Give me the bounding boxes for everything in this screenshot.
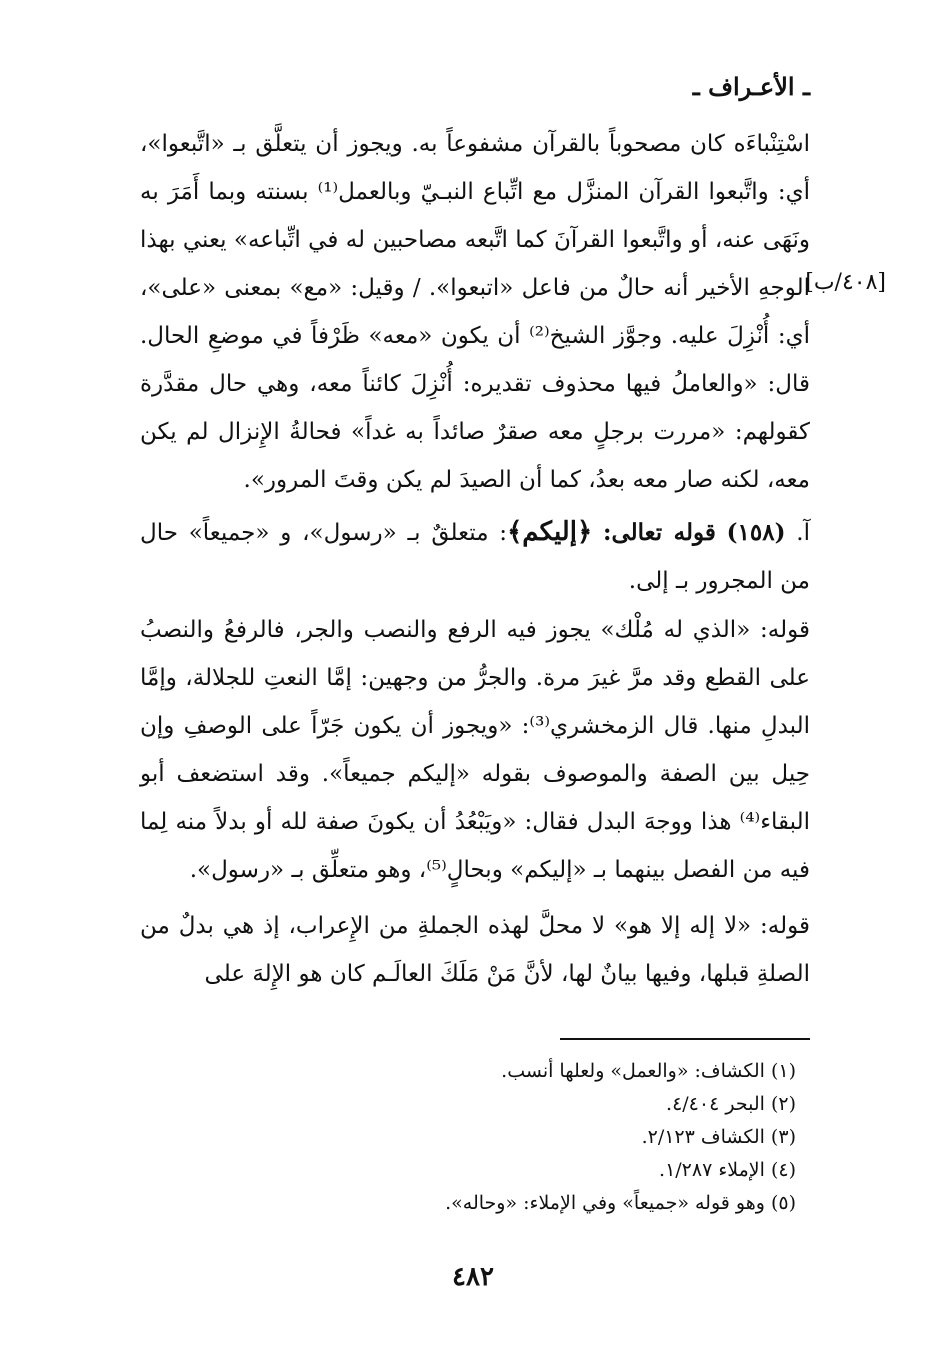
paragraph-1-text: اسْتِنْباءَه كان مصحوباً بالقرآن مشفوعاً به. ويجوز أن يتعلَّق بـ «اتَّبعوا»، أي: واتَّبعوا القرآن المنزَّل مع اتِّباع النبـيّ وبالعمل⁽¹⁾ بسنته وبما أَمَرَ به ونَهَى عنه، أو واتَّبعوا القرآنَ كما اتَّبعه مصاحبين له في اتِّباعه» يعني بهذا الوجهِ الأخير أنه حالٌ من فاعل «اتبعوا». / وقيل: «مع» بمعنى «على»، أي: أُنْزِلَ عليه. وجوَّز الشيخ⁽²⁾ أن يكون «معه» ظَرْفاً في موضعِ الحال. قال: «والعاملُ فيها محذوف تقديره: أُنْزِلَ كائناً معه، وهي حال مقدَّرة كقولهم: «مررت برجلٍ معه صقرٌ صائداً به غداً» فحالةُ الإِنزال لم يكن معه، لكنه صار معه بعدُ، كما أن الصيدَ لم يكن وقتَ المرور».: [140, 131, 810, 493]
quran-word: ﴿إليكم﴾: [507, 517, 593, 547]
paragraph-4: [140, 902, 810, 998]
footnote-separator: [560, 1038, 810, 1040]
footnote-item: (٤) الإملاء ١/٢٨٧.: [659, 1159, 796, 1181]
verse-letter: آ.: [796, 520, 810, 546]
paragraph-2: [140, 508, 810, 605]
paragraph-3-text: قوله: «الذي له مُلْك» يجوز فيه الرفع والنصب والجر، فالرفعُ والنصبُ على القطع وقد مرَّ غيرَ مرة. والجرُّ من وجهين: إمَّا النعتِ للجلالة، وإمَّا البدلِ منها. قال الزمخشري⁽³⁾: «ويجوز أن يكون جَرّاً على الوصفِ وإن حِيل بين الصفة والموصوف بقوله «إليكم جميعاً». وقد استضعف أبو البقاء⁽⁴⁾ هذا ووجهَ البدل فقال: «ويَبْعُدُ أن يكونَ صفة لله أو بدلاً منه لِما فيه من الفصل بينهما بـ «إليكم» وبحالٍ⁽⁵⁾، وهو متعلِّق بـ «رسول».: [140, 617, 810, 883]
footnote-item: (٥) وهو قوله «جميعاً» وفي الإملاء: «وحاله».: [445, 1192, 796, 1214]
manuscript-folio-reference: [٤٠٨/ب]: [805, 270, 886, 295]
verse-commentary: : متعلقٌ بـ «رسول»، و «جميعاً» حال من المجرور بـ إلى.: [140, 520, 810, 594]
paragraph-3: [140, 606, 810, 894]
footnotes-list: [156, 1055, 796, 1220]
verse-number: (١٥٨): [726, 519, 786, 546]
paragraph-1: [140, 120, 810, 504]
verse-intro: قوله تعالى:: [602, 519, 716, 546]
footnote-item: (٢) البحر ٤/٤٠٤.: [666, 1093, 796, 1115]
paragraph-2-text: [140, 508, 810, 605]
running-title: ـ الأعـراف ـ: [692, 72, 810, 101]
paragraph-4-text: قوله: «لا إله إلا هو» لا محلَّ لهذه الجملةِ من الإِعراب، إذ هي بدلٌ من الصلةِ قبلها، وفيها بيانٌ لها، لأنَّ مَنْ مَلَكَ العالَـم كان هو الإِلهَ على: [140, 913, 810, 987]
footnote-item: (١) الكشاف: «والعمل» ولعلها أنسب.: [501, 1060, 796, 1082]
footnote-item: (٣) الكشاف ٢/١٢٣.: [641, 1126, 796, 1148]
page-number: ٤٨٢: [452, 1262, 494, 1292]
